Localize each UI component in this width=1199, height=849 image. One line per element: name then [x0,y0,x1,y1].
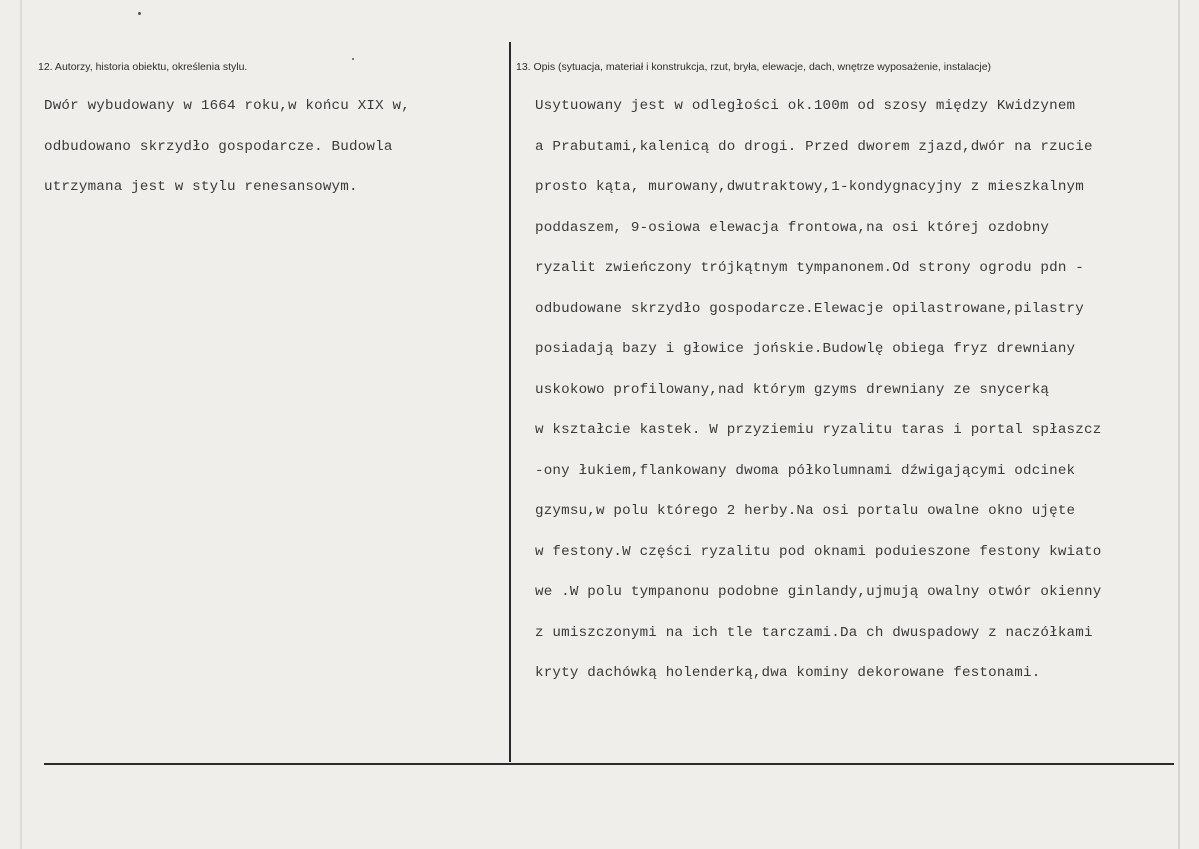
page-edge-left [20,0,22,849]
speck-mark [352,58,354,60]
page-edge-right [1178,0,1180,849]
typed-line: poddaszem, 9-osiowa elewacja frontowa,na osi której ozdobny [535,219,1050,236]
typed-line: we .W polu tympanonu podobne ginlandy,ujmują owalny otwór okienny [535,584,1102,600]
typed-line: kryty dachówką holenderką,dwa kominy dekorowane festonami. [535,665,1041,681]
section-12-text [44,96,410,218]
typed-line: ryzalit zwieńczony trójkątnym tympanonem.Od strony ogrodu pdn - [535,260,1084,276]
section-12-heading: 12. Autorzy, historia obiektu, określenia stylu. [38,61,248,73]
typed-line: w festony.W części ryzalitu pod oknami poduieszone festony kwiato [535,543,1102,560]
section-13-text [535,96,1175,704]
typed-line: posiadają bazy i głowice jońskie.Budowlę obiega fryz drewniany [535,341,1076,357]
typed-line: Dwór wybudowany w 1664 roku,w końcu XIX w, [44,98,410,114]
typed-line: utrzymana jest w stylu renesansowym. [44,179,358,195]
column-divider [509,42,511,762]
typed-line: uskokowo profilowany,nad którym gzyms drewniany ze snycerką [535,381,1050,398]
typed-line: prosto kąta, murowany,dwutraktowy,1-kondygnacyjny z mieszkalnym [535,179,1084,195]
typed-line: odbudowane skrzydło gospodarcze.Elewacje opilastrowane,pilastry [535,300,1084,317]
typed-line: Usytuowany jest w odległości ok.100m od szosy między Kwidzynem [535,98,1076,114]
typed-line: z umiszczonymi na ich tle tarczami.Da ch dwuspadowy z naczółkami [535,624,1093,641]
speck-mark [138,12,141,15]
typed-line: odbudowano skrzydło gospodarcze. Budowla [44,138,393,155]
typed-line: w kształcie kastek. W przyziemiu ryzalitu taras i portal spłaszcz [535,422,1102,438]
typed-line: -ony łukiem,flankowany dwoma półkolumnami dźwigającymi odcinek [535,462,1076,479]
bottom-rule [44,763,1174,765]
section-13-heading: 13. Opis (sytuacja, materiał i konstrukcja, rzut, bryła, elewacje, dach, wnętrze wyposażenie, instalacje) [516,61,992,73]
typed-line: gzymsu,w polu którego 2 herby.Na osi portalu owalne okno ujęte [535,503,1076,519]
typed-line: a Prabutami,kalenicą do drogi. Przed dworem zjazd,dwór na rzucie [535,138,1093,155]
